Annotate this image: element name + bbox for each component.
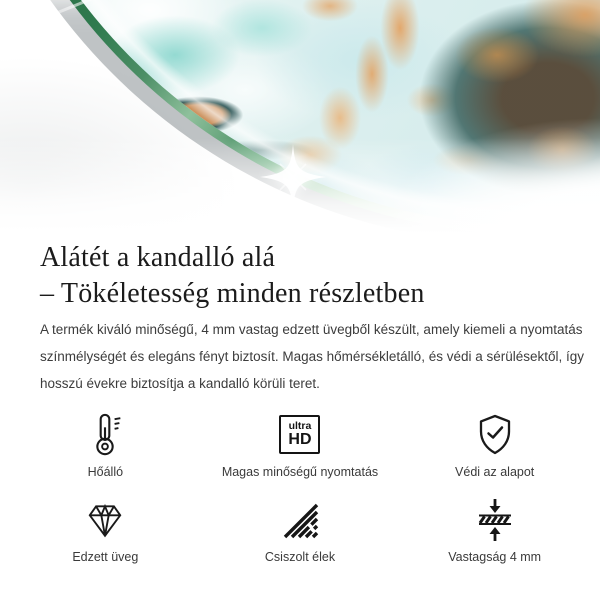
thickness-icon [473, 496, 517, 544]
thermometer-icon [85, 411, 125, 459]
feature-label: Hőálló [87, 464, 124, 479]
product-photo [0, 0, 600, 238]
page-title-line1: Alátét a kandalló alá [40, 242, 276, 273]
description-line: hosszú évekre biztosítja a kandalló körüli teret. [40, 376, 320, 391]
feature-grid [0, 411, 600, 565]
shield-check-icon [475, 411, 515, 459]
ultra-hd-text-top: ultra [288, 420, 312, 432]
ultra-hd-text-bottom: HD [288, 431, 312, 448]
feature-tempered-glass [8, 496, 203, 565]
feature-label: Csiszolt élek [264, 549, 336, 564]
description-line: színmélységét és elegáns fényt biztosít. Magas hőmérsékletálló, és védi a sérülésektől, így [40, 349, 585, 364]
polished-edge-icon [280, 496, 320, 544]
feature-polished-edges [203, 496, 398, 565]
feature-high-quality-print [203, 411, 398, 480]
product-description [40, 316, 585, 397]
description-line: A termék kiváló minőségű, 4 mm vastag edzett üvegből készült, amely kiemeli a nyomtatás [40, 322, 583, 337]
feature-label: Vastagság 4 mm [448, 549, 542, 564]
feature-label: Magas minőségű nyomtatás [221, 464, 379, 479]
feature-protects-base [397, 411, 592, 480]
feature-thickness [397, 496, 592, 565]
product-description-section [0, 238, 600, 397]
feature-label: Edzett üveg [72, 549, 139, 564]
page-title-line2: – Tökéletesség minden részletben [40, 278, 425, 309]
feature-label: Védi az alapot [455, 464, 535, 479]
sparkle-icon [258, 142, 328, 212]
ultra-hd-icon [279, 411, 320, 459]
diamond-icon [84, 496, 126, 544]
feature-heat-resistant [8, 411, 203, 480]
page-title [40, 238, 560, 312]
